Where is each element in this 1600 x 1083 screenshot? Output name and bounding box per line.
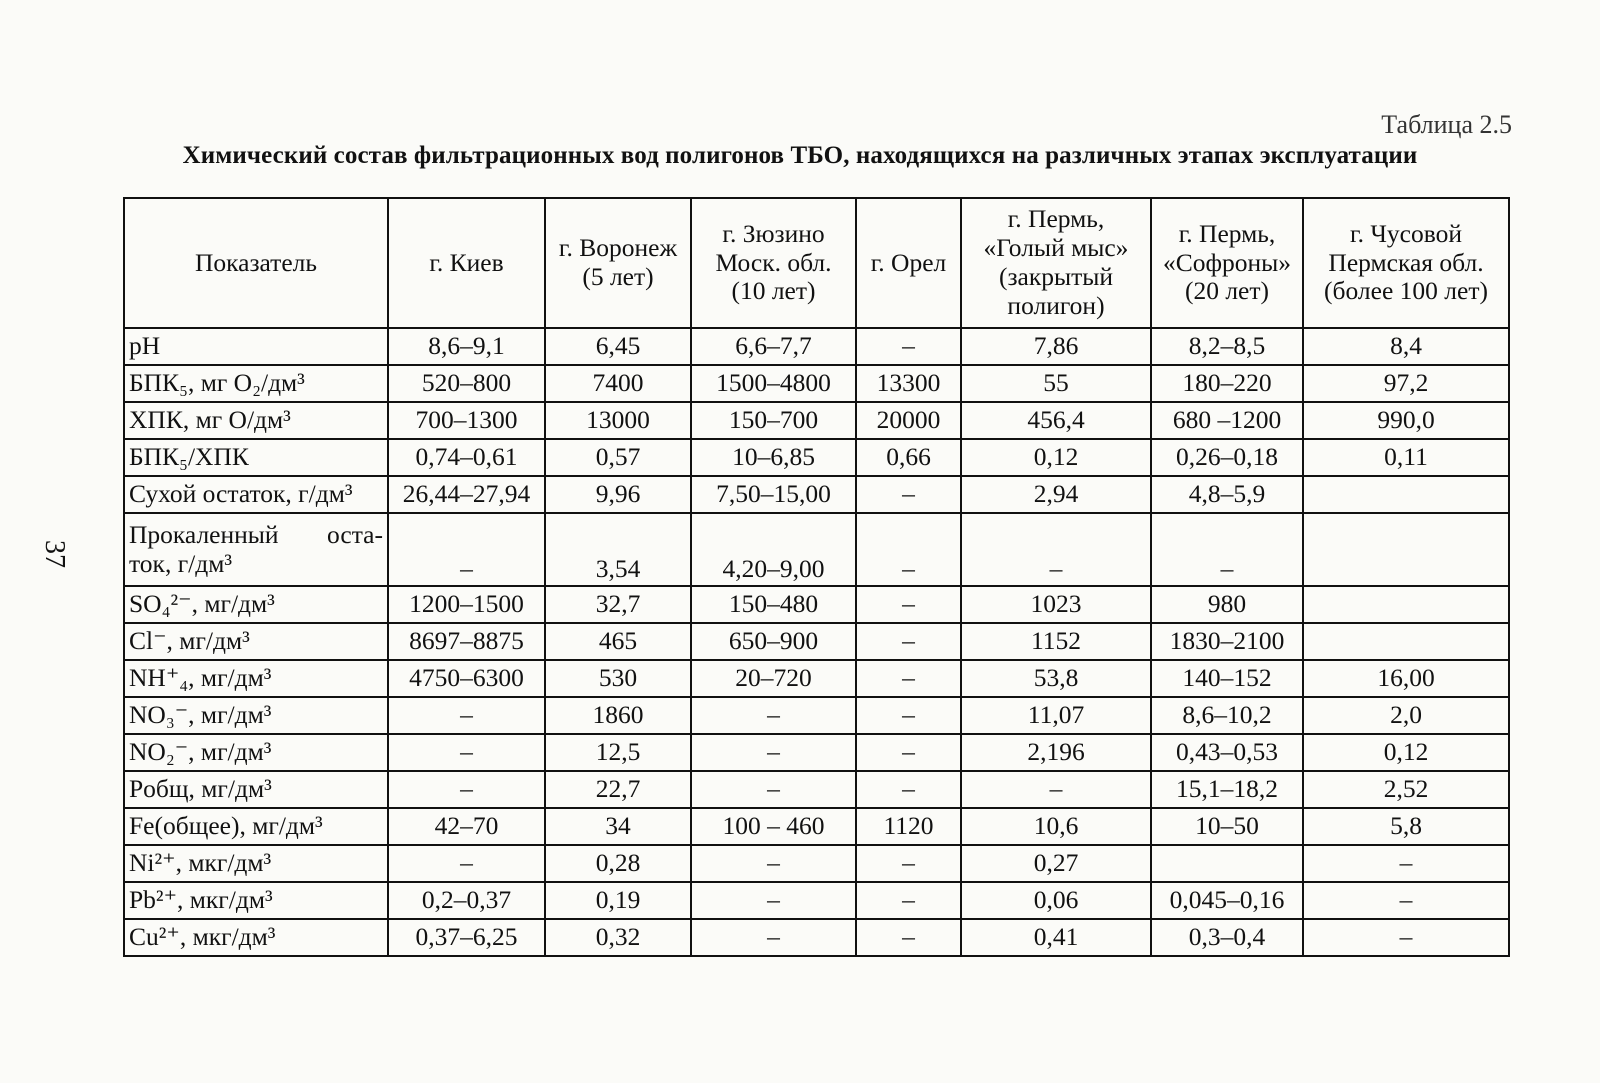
table-cell: 20000	[856, 402, 961, 439]
table-row	[124, 882, 1509, 919]
table-cell: 140–152	[1151, 660, 1303, 697]
table-row	[124, 623, 1509, 660]
table-cell: 22,7	[545, 771, 691, 808]
table-cell: –	[856, 845, 961, 882]
table-cell: 5,8	[1303, 808, 1509, 845]
column-header: г. Орел	[856, 198, 961, 328]
table-cell: 0,28	[545, 845, 691, 882]
table-cell: 10–6,85	[691, 439, 856, 476]
table-cell: 55	[961, 365, 1151, 402]
table-cell: 8,6–10,2	[1151, 697, 1303, 734]
column-header: г. Зюзино Моск. обл. (10 лет)	[691, 198, 856, 328]
row-label: NO₂⁻, мг/дм³	[124, 734, 388, 771]
table-cell: 0,11	[1303, 439, 1509, 476]
table-cell: 0,3–0,4	[1151, 919, 1303, 956]
table-cell: –	[388, 845, 545, 882]
table-cell: 26,44–27,94	[388, 476, 545, 513]
table-cell: 2,0	[1303, 697, 1509, 734]
table-row	[124, 328, 1509, 365]
table-cell: 1860	[545, 697, 691, 734]
table-cell: –	[856, 586, 961, 623]
table-cell: –	[691, 919, 856, 956]
table-cell: –	[961, 513, 1151, 586]
table-cell: 8,2–8,5	[1151, 328, 1303, 365]
row-label: Сухой остаток, г/дм³	[124, 476, 388, 513]
table-cell: –	[856, 513, 961, 586]
table-number: Таблица 2.5	[1381, 110, 1512, 139]
table-cell: 8,4	[1303, 328, 1509, 365]
row-label: NH⁺₄, мг/дм³	[124, 660, 388, 697]
table-row	[124, 919, 1509, 956]
table-row	[124, 476, 1509, 513]
table-cell: 10–50	[1151, 808, 1303, 845]
column-header: г. Киев	[388, 198, 545, 328]
table-row	[124, 734, 1509, 771]
table-cell: 530	[545, 660, 691, 697]
table-cell: –	[1303, 882, 1509, 919]
table-cell: –	[856, 697, 961, 734]
row-label: NO₃⁻, мг/дм³	[124, 697, 388, 734]
page-number: 37	[39, 540, 70, 568]
table-cell: 13000	[545, 402, 691, 439]
table-row	[124, 365, 1509, 402]
table-cell: 0,74–0,61	[388, 439, 545, 476]
table-cell: 1120	[856, 808, 961, 845]
table-cell: 0,2–0,37	[388, 882, 545, 919]
table-cell: 456,4	[961, 402, 1151, 439]
table-cell: 0,06	[961, 882, 1151, 919]
table-cell: 680 –1200	[1151, 402, 1303, 439]
table-cell: 97,2	[1303, 365, 1509, 402]
row-label: Прокаленный оста-ток, г/дм³	[124, 513, 388, 586]
table-cell: 34	[545, 808, 691, 845]
row-label: БПК₅/ХПК	[124, 439, 388, 476]
table-cell: 11,07	[961, 697, 1151, 734]
table-cell: –	[691, 734, 856, 771]
table-cell: –	[1303, 919, 1509, 956]
table-cell: 1152	[961, 623, 1151, 660]
table-cell: 180–220	[1151, 365, 1303, 402]
table-cell: 32,7	[545, 586, 691, 623]
table-cell: 0,19	[545, 882, 691, 919]
table-row	[124, 845, 1509, 882]
row-label: Pобщ, мг/дм³	[124, 771, 388, 808]
table-cell: 2,52	[1303, 771, 1509, 808]
column-header: г. Пермь, «Голый мыс» (закрытый полигон)	[961, 198, 1151, 328]
table-cell: –	[1151, 513, 1303, 586]
table-row	[124, 808, 1509, 845]
table-cell: 0,57	[545, 439, 691, 476]
table-cell: 0,12	[1303, 734, 1509, 771]
table-cell: 7400	[545, 365, 691, 402]
table-cell: 53,8	[961, 660, 1151, 697]
table-row	[124, 660, 1509, 697]
table-cell: 6,45	[545, 328, 691, 365]
table-cell: 100 – 460	[691, 808, 856, 845]
table-cell: 465	[545, 623, 691, 660]
column-header: г. Пермь, «Софроны» (20 лет)	[1151, 198, 1303, 328]
table-cell: 16,00	[1303, 660, 1509, 697]
table-cell: 0,43–0,53	[1151, 734, 1303, 771]
table-cell: 980	[1151, 586, 1303, 623]
table-cell: 2,196	[961, 734, 1151, 771]
table-cell: 8,6–9,1	[388, 328, 545, 365]
row-label: Cu²⁺, мкг/дм³	[124, 919, 388, 956]
table-cell: 1500–4800	[691, 365, 856, 402]
table-cell: 700–1300	[388, 402, 545, 439]
table-row	[124, 586, 1509, 623]
table-cell: –	[388, 771, 545, 808]
table-cell: 20–720	[691, 660, 856, 697]
table-cell: –	[856, 919, 961, 956]
table-cell: –	[856, 660, 961, 697]
table-cell: –	[691, 697, 856, 734]
row-label: БПК₅, мг O₂/дм³	[124, 365, 388, 402]
table-cell: 12,5	[545, 734, 691, 771]
table-row	[124, 513, 1509, 586]
table-cell	[1303, 586, 1509, 623]
table-row	[124, 771, 1509, 808]
table-cell	[1303, 476, 1509, 513]
table-row	[124, 402, 1509, 439]
table-cell: 3,54	[545, 513, 691, 586]
row-label: Ni²⁺, мкг/дм³	[124, 845, 388, 882]
table-cell: –	[691, 771, 856, 808]
table-cell: –	[691, 882, 856, 919]
row-label: Cl⁻, мг/дм³	[124, 623, 388, 660]
table-cell: 13300	[856, 365, 961, 402]
table-row	[124, 439, 1509, 476]
table-cell: 0,41	[961, 919, 1151, 956]
table-cell: –	[691, 845, 856, 882]
table-cell: 6,6–7,7	[691, 328, 856, 365]
table-cell: 1200–1500	[388, 586, 545, 623]
table-cell: 8697–8875	[388, 623, 545, 660]
table-cell: –	[388, 734, 545, 771]
table-title: Химический состав фильтрационных вод полигонов ТБО, находящихся на различных этапах эксплуатации	[182, 142, 1418, 169]
table-cell: 1830–2100	[1151, 623, 1303, 660]
table-cell: –	[1303, 845, 1509, 882]
table-cell: –	[388, 513, 545, 586]
table-cell: 42–70	[388, 808, 545, 845]
table-cell: 150–700	[691, 402, 856, 439]
table-cell: 7,86	[961, 328, 1151, 365]
column-header: Показатель	[124, 198, 388, 328]
table-row	[124, 697, 1509, 734]
table-cell: 1023	[961, 586, 1151, 623]
table-cell: 0,26–0,18	[1151, 439, 1303, 476]
table-cell: 0,27	[961, 845, 1151, 882]
table-cell: 7,50–15,00	[691, 476, 856, 513]
table-cell	[1303, 513, 1509, 586]
table-cell: 15,1–18,2	[1151, 771, 1303, 808]
table-cell: –	[856, 771, 961, 808]
row-label: Pb²⁺, мкг/дм³	[124, 882, 388, 919]
table-cell: 4,20–9,00	[691, 513, 856, 586]
table-cell: –	[856, 476, 961, 513]
table-cell: 2,94	[961, 476, 1151, 513]
table-cell: 4750–6300	[388, 660, 545, 697]
table-cell: 0,045–0,16	[1151, 882, 1303, 919]
table-cell: 10,6	[961, 808, 1151, 845]
table-cell: –	[388, 697, 545, 734]
table-cell: 650–900	[691, 623, 856, 660]
table-cell: –	[856, 882, 961, 919]
table-cell: –	[856, 623, 961, 660]
table-cell: –	[856, 328, 961, 365]
column-header: г. Воронеж (5 лет)	[545, 198, 691, 328]
table-cell: 0,32	[545, 919, 691, 956]
table-cell	[1303, 623, 1509, 660]
table-cell: –	[961, 771, 1151, 808]
table-cell: 0,37–6,25	[388, 919, 545, 956]
column-header: г. Чусовой Пермская обл. (более 100 лет)	[1303, 198, 1509, 328]
table-cell: 4,8–5,9	[1151, 476, 1303, 513]
row-label: Fe(общее), мг/дм³	[124, 808, 388, 845]
row-label: ХПК, мг O/дм³	[124, 402, 388, 439]
table-cell: 0,12	[961, 439, 1151, 476]
header-row	[124, 198, 1509, 328]
row-label: pH	[124, 328, 388, 365]
table-cell: 520–800	[388, 365, 545, 402]
table-cell	[1151, 845, 1303, 882]
table-cell: 150–480	[691, 586, 856, 623]
row-label: SO₄²⁻, мг/дм³	[124, 586, 388, 623]
composition-table	[123, 197, 1510, 957]
table-cell: –	[856, 734, 961, 771]
table-cell: 9,96	[545, 476, 691, 513]
table-cell: 0,66	[856, 439, 961, 476]
table-cell: 990,0	[1303, 402, 1509, 439]
